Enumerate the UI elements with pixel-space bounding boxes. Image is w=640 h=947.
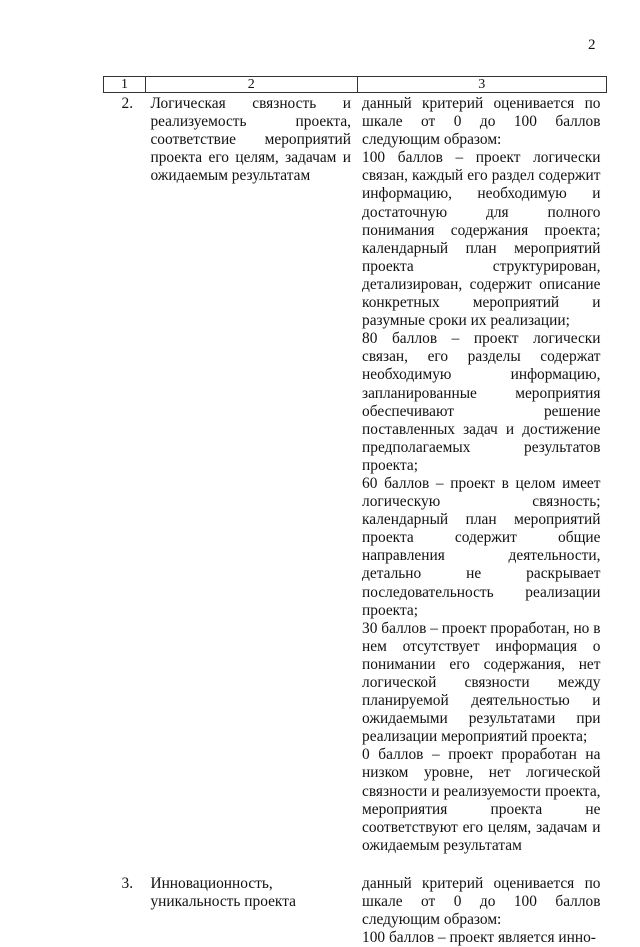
description-paragraph: 100 баллов – проект логически связан, каждый его раздел содержит информацию, необходимую и достаточную для полного понимания содержания проекта; календарный план мероприятий проекта структурирован, детализирован, содержит описание конкретных мероприятий и разумные сроки их реализации;	[362, 149, 601, 330]
header-cell-1: 1	[104, 77, 146, 93]
criterion-name: Логическая связность и реализуемость проекта, соответствие мероприятий проекта его целям, задачам и ожидаемым результатам	[150, 95, 352, 185]
description-paragraph: 80 баллов – проект логически связан, его разделы содержат необходимую информацию, запланированные мероприятия обеспечивают решение поставленных задач и достижение предполагаемых результатов проекта;	[362, 330, 601, 474]
page-number: 2	[588, 37, 596, 53]
description-paragraph: 30 баллов – проект проработан, но в нем отсутствует информация о понимании его содержания, нет логической связности между планируемой деятельностью и ожидаемыми результатами при реализации мероприятий проекта;	[362, 619, 601, 746]
description-paragraph: данный критерий оценивается по шкале от 0 до 100 баллов следующим образом:	[362, 874, 601, 929]
description-paragraph: 0 баллов – проект проработан на низком уровне, нет логической связности и реализуемости проекта, мероприятия проекта не соответствуют его целям, задачам и ожидаемым результатам	[362, 746, 601, 854]
description-paragraph: 100 баллов – проект является инно-	[362, 929, 596, 947]
table-row	[104, 93, 607, 855]
description-paragraph: 60 баллов – проект в целом имеет логическую связность; календарный план мероприятий проекта содержит общие направления деятельности, детально не раскрывает последовательность реализации проекта;	[362, 474, 601, 619]
table-header-row	[104, 77, 607, 93]
row-number: 2.	[121, 95, 134, 112]
description-paragraph: данный критерий оценивается по шкале от 0 до 100 баллов следующим образом:	[362, 95, 601, 149]
header-cell-2: 2	[145, 77, 357, 93]
header-cell-3: 3	[357, 77, 606, 93]
criterion-description	[357, 93, 606, 855]
criterion-name: Инновационность, уникальность проекта	[150, 874, 296, 911]
criteria-table	[103, 76, 607, 947]
row-number: 3.	[121, 874, 134, 892]
criterion-description	[357, 855, 606, 947]
table-row	[104, 855, 607, 947]
